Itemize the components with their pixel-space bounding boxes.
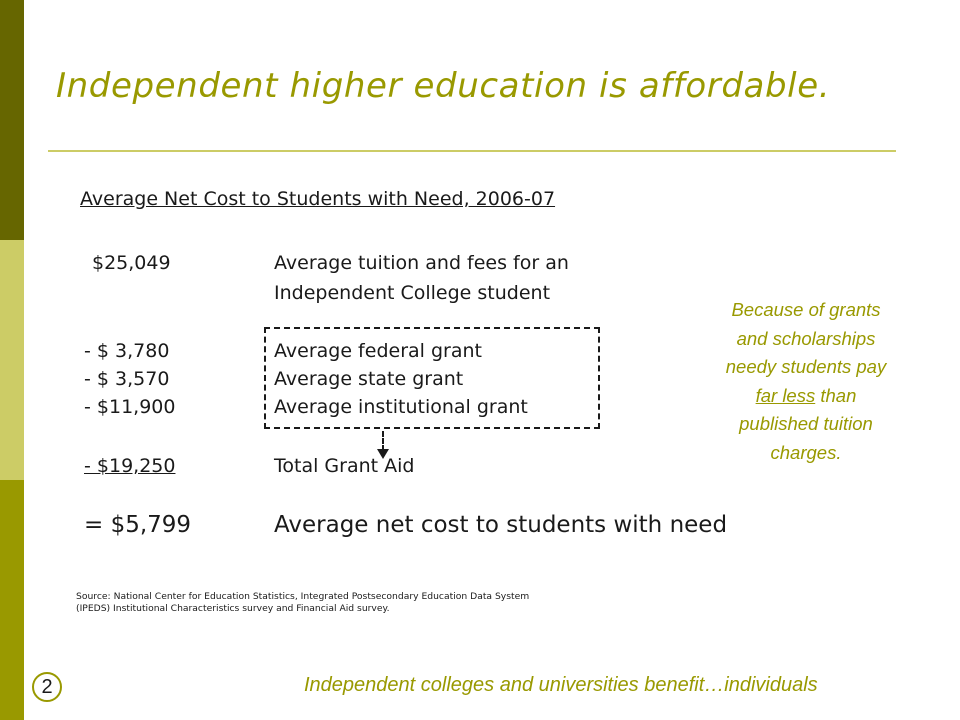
left-bar-dark	[0, 0, 24, 240]
left-bar-light	[0, 240, 24, 480]
slide-title: Independent higher education is affordable.	[56, 66, 831, 106]
state-grant-amount: - $ 3,570	[84, 368, 170, 390]
side-note-line: needy students pay	[725, 356, 887, 377]
net-cost-description: Average net cost to students with need	[274, 512, 728, 538]
tuition-description-line2: Independent College student	[274, 282, 551, 304]
net-cost-amount: = $5,799	[84, 512, 192, 538]
source-citation	[76, 591, 529, 615]
institutional-grant-amount: - $11,900	[84, 396, 176, 418]
side-note-line: Because of grants	[731, 299, 881, 320]
federal-grant-description: Average federal grant	[274, 340, 482, 362]
tuition-description-line1: Average tuition and fees for an	[274, 252, 569, 274]
state-grant-description: Average state grant	[274, 368, 464, 390]
side-note-emphasis: far less	[755, 384, 816, 406]
down-arrow-shaft	[382, 431, 384, 451]
total-grant-description: Total Grant Aid	[274, 455, 415, 477]
table-heading: Average Net Cost to Students with Need, 2006-07	[80, 188, 556, 210]
page-number-badge: 2	[32, 672, 62, 702]
tuition-amount: $25,049	[92, 252, 171, 274]
side-note-line-rest: than	[815, 384, 857, 406]
side-note-line: charges.	[770, 441, 842, 463]
institutional-grant-description: Average institutional grant	[274, 396, 528, 418]
side-note-line: and scholarships	[736, 327, 876, 349]
total-grant-amount: - $19,250	[84, 455, 176, 477]
source-line2: (IPEDS) Institutional Characteristics survey and Financial Aid survey.	[76, 603, 390, 614]
title-divider	[48, 150, 896, 152]
side-note	[696, 296, 916, 467]
grant-group-box	[264, 327, 600, 429]
side-note-line: published tuition	[739, 413, 873, 434]
federal-grant-amount: - $ 3,780	[84, 340, 170, 362]
source-line1: Source: National Center for Education Statistics, Integrated Postsecondary Education Data System	[76, 591, 530, 602]
footer-tagline: Independent colleges and universities benefit…individuals	[304, 674, 818, 696]
side-note-line	[696, 382, 916, 411]
left-bar-olive	[0, 480, 24, 720]
